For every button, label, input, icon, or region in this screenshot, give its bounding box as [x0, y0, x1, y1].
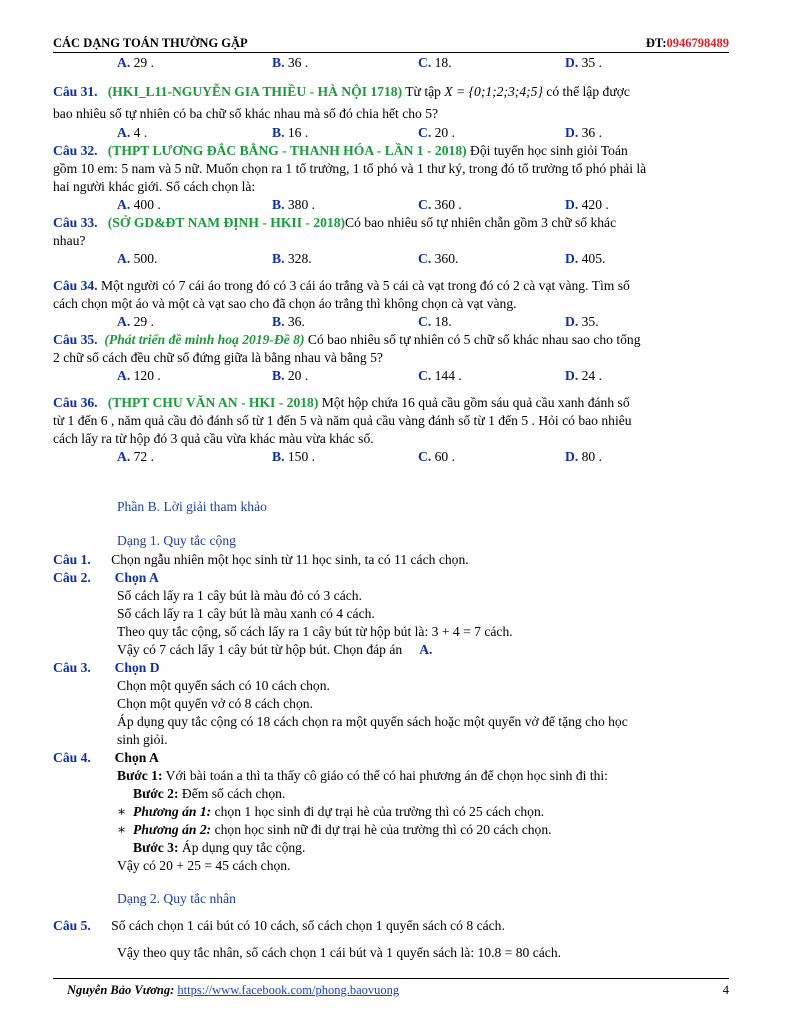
q36-option-c: C. 60 . — [418, 449, 456, 464]
solution-3-line-2: Chọn một quyển vở có 8 cách chọn. — [117, 696, 313, 711]
page-number: 4 — [722, 983, 729, 997]
q35-option-c: C. 144 . — [418, 368, 462, 383]
q34-line-2: cách chọn một áo và một cà vạt sao cho đã chọn áo trắng thì không chọn cà vạt vàng. — [53, 296, 517, 311]
solution-2-line-4: Vậy có 7 cách lấy 1 cây bút từ hộp bút. Chọn đáp án A. — [117, 642, 433, 657]
solution-4-step-3: Bước 3: Áp dụng quy tắc cộng. — [133, 840, 306, 855]
star-icon: ∗ — [117, 822, 127, 837]
solution-3-line-1: Chọn một quyển sách có 10 cách chọn. — [117, 678, 330, 693]
q35-option-a: A. 120 . — [117, 368, 161, 383]
q32-line-1: Câu 32. (THPT LƯƠNG ĐẮC BẰNG - THANH HÓA - LẦN 1 - 2018) Đội tuyển học sinh giỏi Toán — [53, 143, 628, 158]
q34-option-b: B. 36. — [272, 314, 305, 329]
solution-4-step-2: Bước 2: Đếm số cách chọn. — [133, 786, 286, 801]
q30-option-c: C. 18. — [418, 55, 452, 70]
solution-5-line-1: Câu 5. Số cách chọn 1 cái bút có 10 cách, số cách chọn 1 quyển sách có 8 cách. — [53, 918, 505, 933]
q34-option-d: D. 35. — [565, 314, 599, 329]
q35-line-1: Câu 35. (Phát triển đề minh hoạ 2019-Đề 8) Có bao nhiêu số tự nhiên có 5 chữ số khác nhau sao cho tổng — [53, 332, 641, 347]
q35-option-b: B. 20 . — [272, 368, 309, 383]
q33-option-d: D. 405. — [565, 251, 606, 266]
solution-2-line-3: Theo quy tắc cộng, số cách lấy ra 1 cây bút từ hộp bút là: 3 + 4 = 7 cách. — [117, 624, 513, 639]
facebook-link[interactable]: https://www.facebook.com/phong.baovuong — [177, 983, 400, 997]
q36-option-d: D. 80 . — [565, 449, 603, 464]
solution-4-head: Câu 4. Chọn A — [53, 750, 159, 765]
footer-author: Nguyễn Bảo Vương: https://www.facebook.com/phong.baovuong — [67, 983, 400, 997]
header-title: CÁC DẠNG TOÁN THƯỜNG GẶP — [53, 36, 248, 50]
solution-4-conclusion: Vậy có 20 + 25 = 45 cách chọn. — [117, 858, 291, 873]
section-title-part-b: Phần B. Lời giải tham khảo — [117, 499, 267, 514]
q33-option-a: A. 500. — [117, 251, 158, 266]
q32-option-a: A. 400 . — [117, 197, 161, 212]
q33-option-c: C. 360. — [418, 251, 459, 266]
q31-option-d: D. 36 . — [565, 125, 603, 140]
solution-4-plan-1: ∗ Phương án 1: chọn 1 học sinh đi dự trại hè của trường thì có 25 cách chọn. — [117, 804, 545, 819]
solution-3-head: Câu 3. Chọn D — [53, 660, 160, 675]
star-icon: ∗ — [117, 804, 127, 819]
q30-option-a: A. 29 . — [117, 55, 155, 70]
q34-option-a: A. 29 . — [117, 314, 155, 329]
page-footer — [53, 978, 729, 999]
solution-5-line-2: Vậy theo quy tắc nhân, số cách chọn 1 cái bút và 1 quyển sách là: 10.8 = 80 cách. — [117, 945, 562, 960]
solution-3-line-4: sinh giỏi. — [117, 732, 168, 747]
q34-line-1: Câu 34. Một người có 7 cái áo trong đó có 3 cái áo trắng và 5 cái cà vạt trong đó có 2 cà vạt vàng. Tìm số — [53, 278, 630, 293]
solution-2-line-2: Số cách lấy ra 1 cây bút là màu xanh có 4 cách. — [117, 606, 375, 621]
section-title-dang-1: Dạng 1. Quy tắc cộng — [117, 533, 236, 548]
q32-line-2: gồm 10 em: 5 nam và 5 nữ. Muốn chọn ra 1 tổ trưởng, 1 tổ phó và 1 thư ký, trong đó tổ trưởng tổ phó phải là — [53, 161, 647, 176]
q36-line-3: cách lấy ra từ hộp đó 3 quả cầu vừa khác màu vừa khác số. — [53, 431, 374, 446]
solution-2-head: Câu 2. Chọn A — [53, 570, 159, 585]
q31-option-c: C. 20 . — [418, 125, 456, 140]
q33-line-2: nhau? — [53, 233, 86, 248]
q32-line-3: hai người khác giới. Số cách chọn là: — [53, 179, 256, 194]
q30-option-b: B. 36 . — [272, 55, 309, 70]
solution-4-step-1: Bước 1: Với bài toán a thì ta thấy cô giáo có thể có hai phương án để chọn học sinh đi thi: — [117, 768, 608, 783]
q35-option-d: D. 24 . — [565, 368, 603, 383]
q31-option-a: A. 4 . — [117, 125, 148, 140]
q36-option-a: A. 72 . — [117, 449, 155, 464]
solution-2-line-1: Số cách lấy ra 1 cây bút là màu đỏ có 3 cách. — [117, 588, 362, 603]
solution-4-plan-2: ∗ Phương án 2: chọn học sinh nữ đi dự trại hè của trường thì có 20 cách chọn. — [117, 822, 552, 837]
q36-line-1: Câu 36. (THPT CHU VĂN AN - HKI - 2018) Một hộp chứa 16 quả cầu gồm sáu quả cầu xanh đánh số — [53, 395, 630, 410]
solution-1: Câu 1. Chọn ngẫu nhiên một học sinh từ 11 học sinh, ta có 11 cách chọn. — [53, 552, 469, 567]
q35-line-2: 2 chữ số cách đều chữ số đứng giữa là bằng nhau và bằng 5? — [53, 350, 383, 365]
q31-line-2: bao nhiêu số tự nhiên có ba chữ số khác nhau mà số đó chia hết cho 5? — [53, 106, 439, 121]
q31-line-1: Câu 31. (HKI_L11-NGUYỄN GIA THIỀU - HÀ NỘI 1718) Từ tập X = {0;1;2;3;4;5} có thể lập được — [53, 84, 630, 99]
q32-option-c: C. 360 . — [418, 197, 462, 212]
solution-3-line-3: Áp dụng quy tắc cộng có 18 cách chọn ra một quyển sách hoặc một quyển vở để tặng cho học — [117, 714, 628, 729]
q33-line-1: Câu 33. (SỞ GD&ĐT NAM ĐỊNH - HKII - 2018)Có bao nhiêu số tự nhiên chẵn gồm 3 chữ số khác — [53, 215, 617, 230]
page-header — [53, 34, 729, 53]
q34-option-c: C. 18. — [418, 314, 452, 329]
section-title-dang-2: Dạng 2. Quy tắc nhân — [117, 891, 236, 906]
q32-option-b: B. 380 . — [272, 197, 316, 212]
q36-line-2: từ 1 đến 6 , năm quả cầu đỏ đánh số từ 1 đến 5 và năm quả cầu vàng đánh số từ 1 đến 5 . Hỏi có bao nhiêu — [53, 413, 632, 428]
q30-option-d: D. 35 . — [565, 55, 603, 70]
q36-option-b: B. 150 . — [272, 449, 316, 464]
header-phone: ĐT:0946798489 — [645, 36, 729, 50]
q31-option-b: B. 16 . — [272, 125, 309, 140]
q32-option-d: D. 420 . — [565, 197, 609, 212]
q33-option-b: B. 328. — [272, 251, 312, 266]
